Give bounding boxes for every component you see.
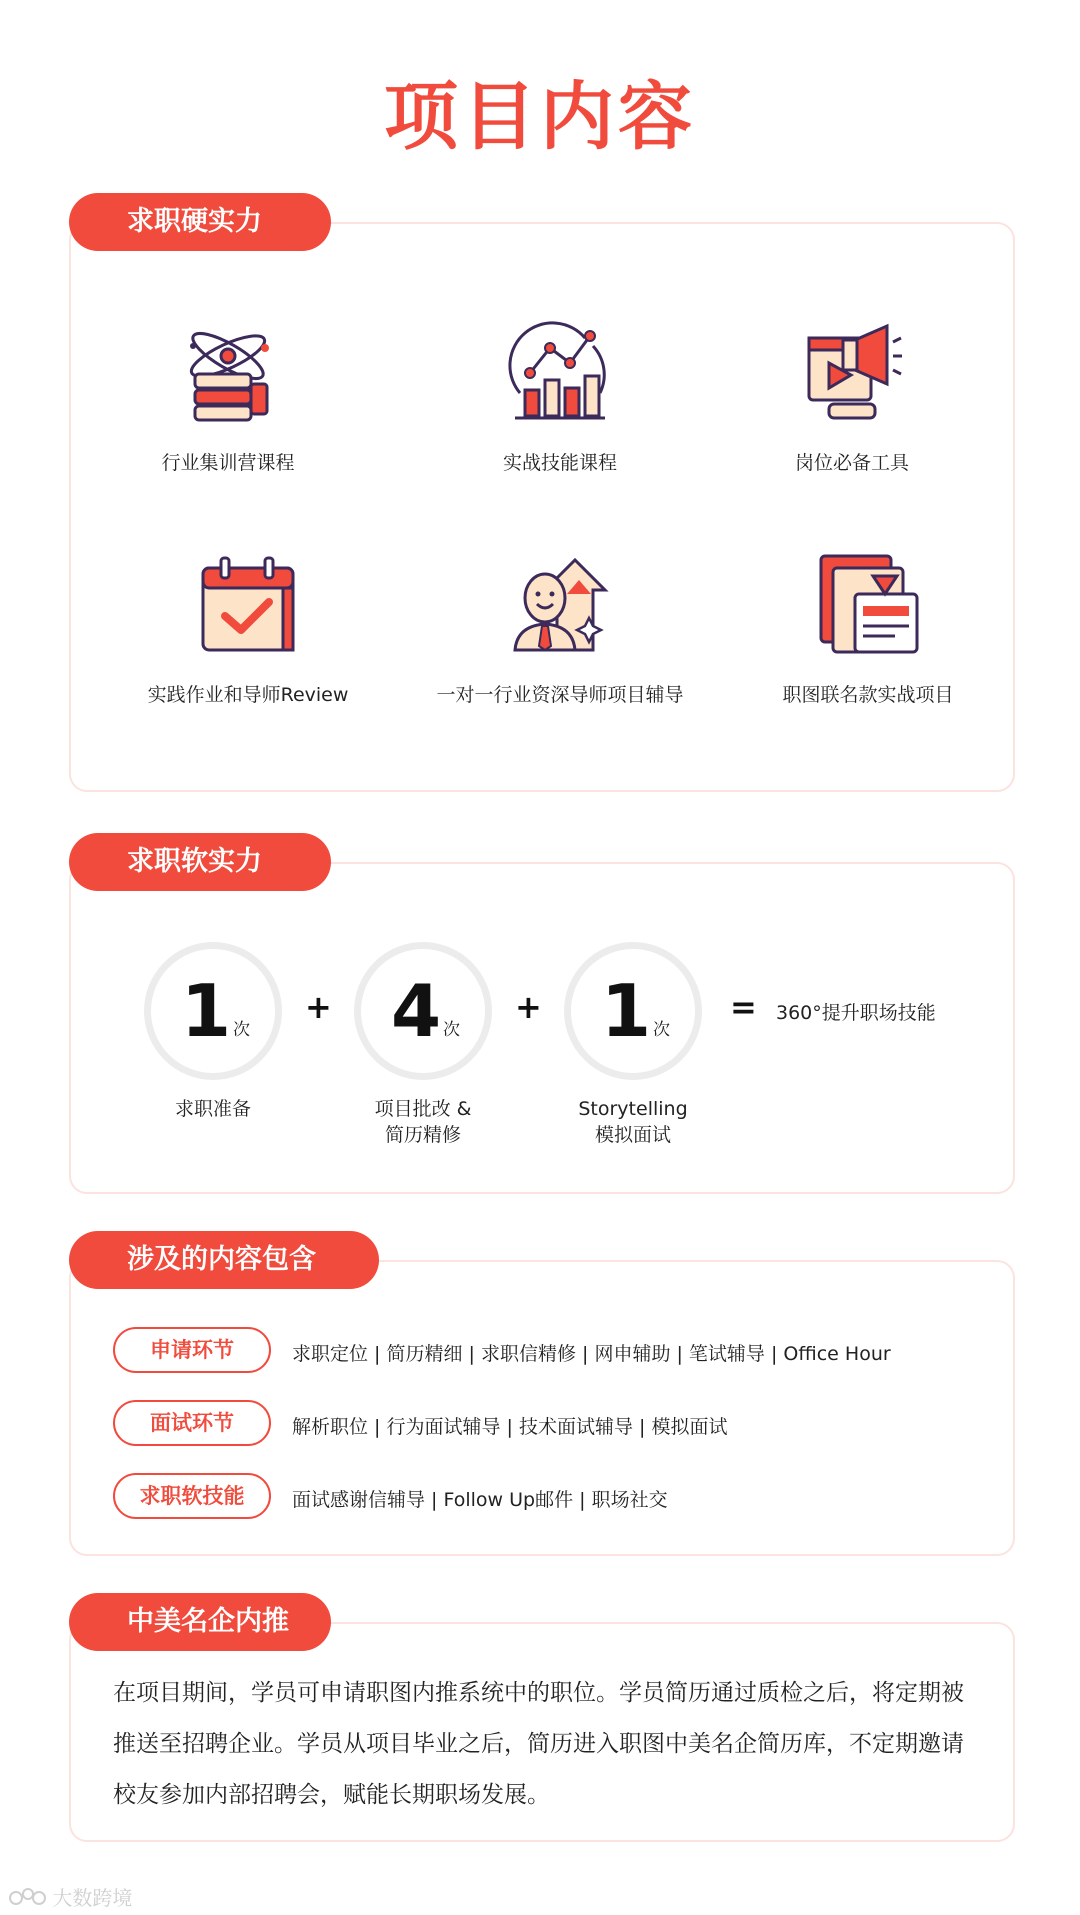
soft-skills-label: 求职软实力 — [69, 833, 331, 891]
count-number: 1 — [181, 969, 232, 1053]
count-unit: 次 — [443, 1020, 460, 1040]
page-title: 项目内容 — [384, 74, 696, 160]
tag-application-stage: 申请环节 — [113, 1327, 271, 1373]
hard-skills-label: 求职硬实力 — [69, 193, 331, 251]
feature-homework-review — [88, 550, 408, 707]
count-circle-mock — [564, 942, 702, 1080]
content-label: 涉及的内容包含 — [69, 1231, 379, 1289]
plus-sign: + — [515, 988, 542, 1026]
circle-caption-review: 项目批改 & 简历精修 — [374, 1098, 472, 1146]
analytics-chart-icon — [505, 318, 615, 428]
calendar-check-icon — [193, 550, 303, 660]
count-circle-review — [354, 942, 492, 1080]
tag-interview-stage: 面试环节 — [113, 1400, 271, 1446]
circle-caption-mock: Storytelling 模拟面试 — [578, 1098, 688, 1146]
feature-label: 岗位必备工具 — [794, 452, 909, 474]
count-circle-prep — [144, 942, 282, 1080]
row-text-application: 求职定位 | 简历精细 | 求职信精修 | 网申辅助 | 笔试辅导 | Office Hour — [292, 1343, 891, 1365]
feature-label: 一对一行业资深导师项目辅导 — [436, 684, 684, 706]
row-text-soft-skills: 面试感谢信辅导 | Follow Up邮件 | 职场社交 — [292, 1489, 668, 1511]
count-number: 1 — [601, 969, 652, 1053]
documents-project-icon — [813, 550, 923, 660]
feature-mentor-coaching — [400, 550, 720, 707]
megaphone-video-icon — [797, 318, 907, 428]
paragraph-line: 校友参加内部招聘会，赋能长期职场发展。 — [113, 1782, 550, 1808]
watermark — [8, 1882, 132, 1913]
result-text: 360°提升职场技能 — [776, 1002, 936, 1024]
feature-label: 实践作业和导师Review — [147, 684, 349, 706]
database-atom-icon — [173, 318, 283, 428]
referral-paragraph — [113, 1668, 973, 1821]
feature-practical-skills — [400, 318, 720, 475]
feature-label: 实战技能课程 — [502, 452, 617, 474]
paragraph-line: 在项目期间，学员可申请职图内推系统中的职位。学员简历通过质检之后，将定期被 — [113, 1680, 964, 1706]
tag-soft-skills: 求职软技能 — [113, 1473, 271, 1519]
count-unit: 次 — [233, 1020, 250, 1040]
feature-label: 行业集训营课程 — [161, 452, 295, 474]
count-unit: 次 — [653, 1020, 670, 1040]
count-number: 4 — [391, 969, 442, 1053]
equals-sign: = — [730, 988, 757, 1026]
plus-sign: + — [305, 988, 332, 1026]
mentor-growth-icon — [505, 550, 615, 660]
row-text-interview: 解析职位 | 行为面试辅导 | 技术面试辅导 | 模拟面试 — [292, 1416, 728, 1438]
referral-label: 中美名企内推 — [69, 1593, 331, 1651]
circle-caption-prep: 求职准备 — [174, 1098, 251, 1120]
paragraph-line: 推送至招聘企业。学员从项目毕业之后，简历进入职图中美名企简历库，不定期邀请 — [113, 1731, 964, 1757]
watermark-logo-icon — [8, 1886, 46, 1913]
feature-job-tools — [692, 318, 1012, 475]
feature-joint-project — [708, 550, 1028, 707]
feature-label: 职图联名款实战项目 — [782, 684, 954, 706]
watermark-text: 大数跨境 — [52, 1886, 133, 1910]
feature-industry-camp — [68, 318, 388, 475]
